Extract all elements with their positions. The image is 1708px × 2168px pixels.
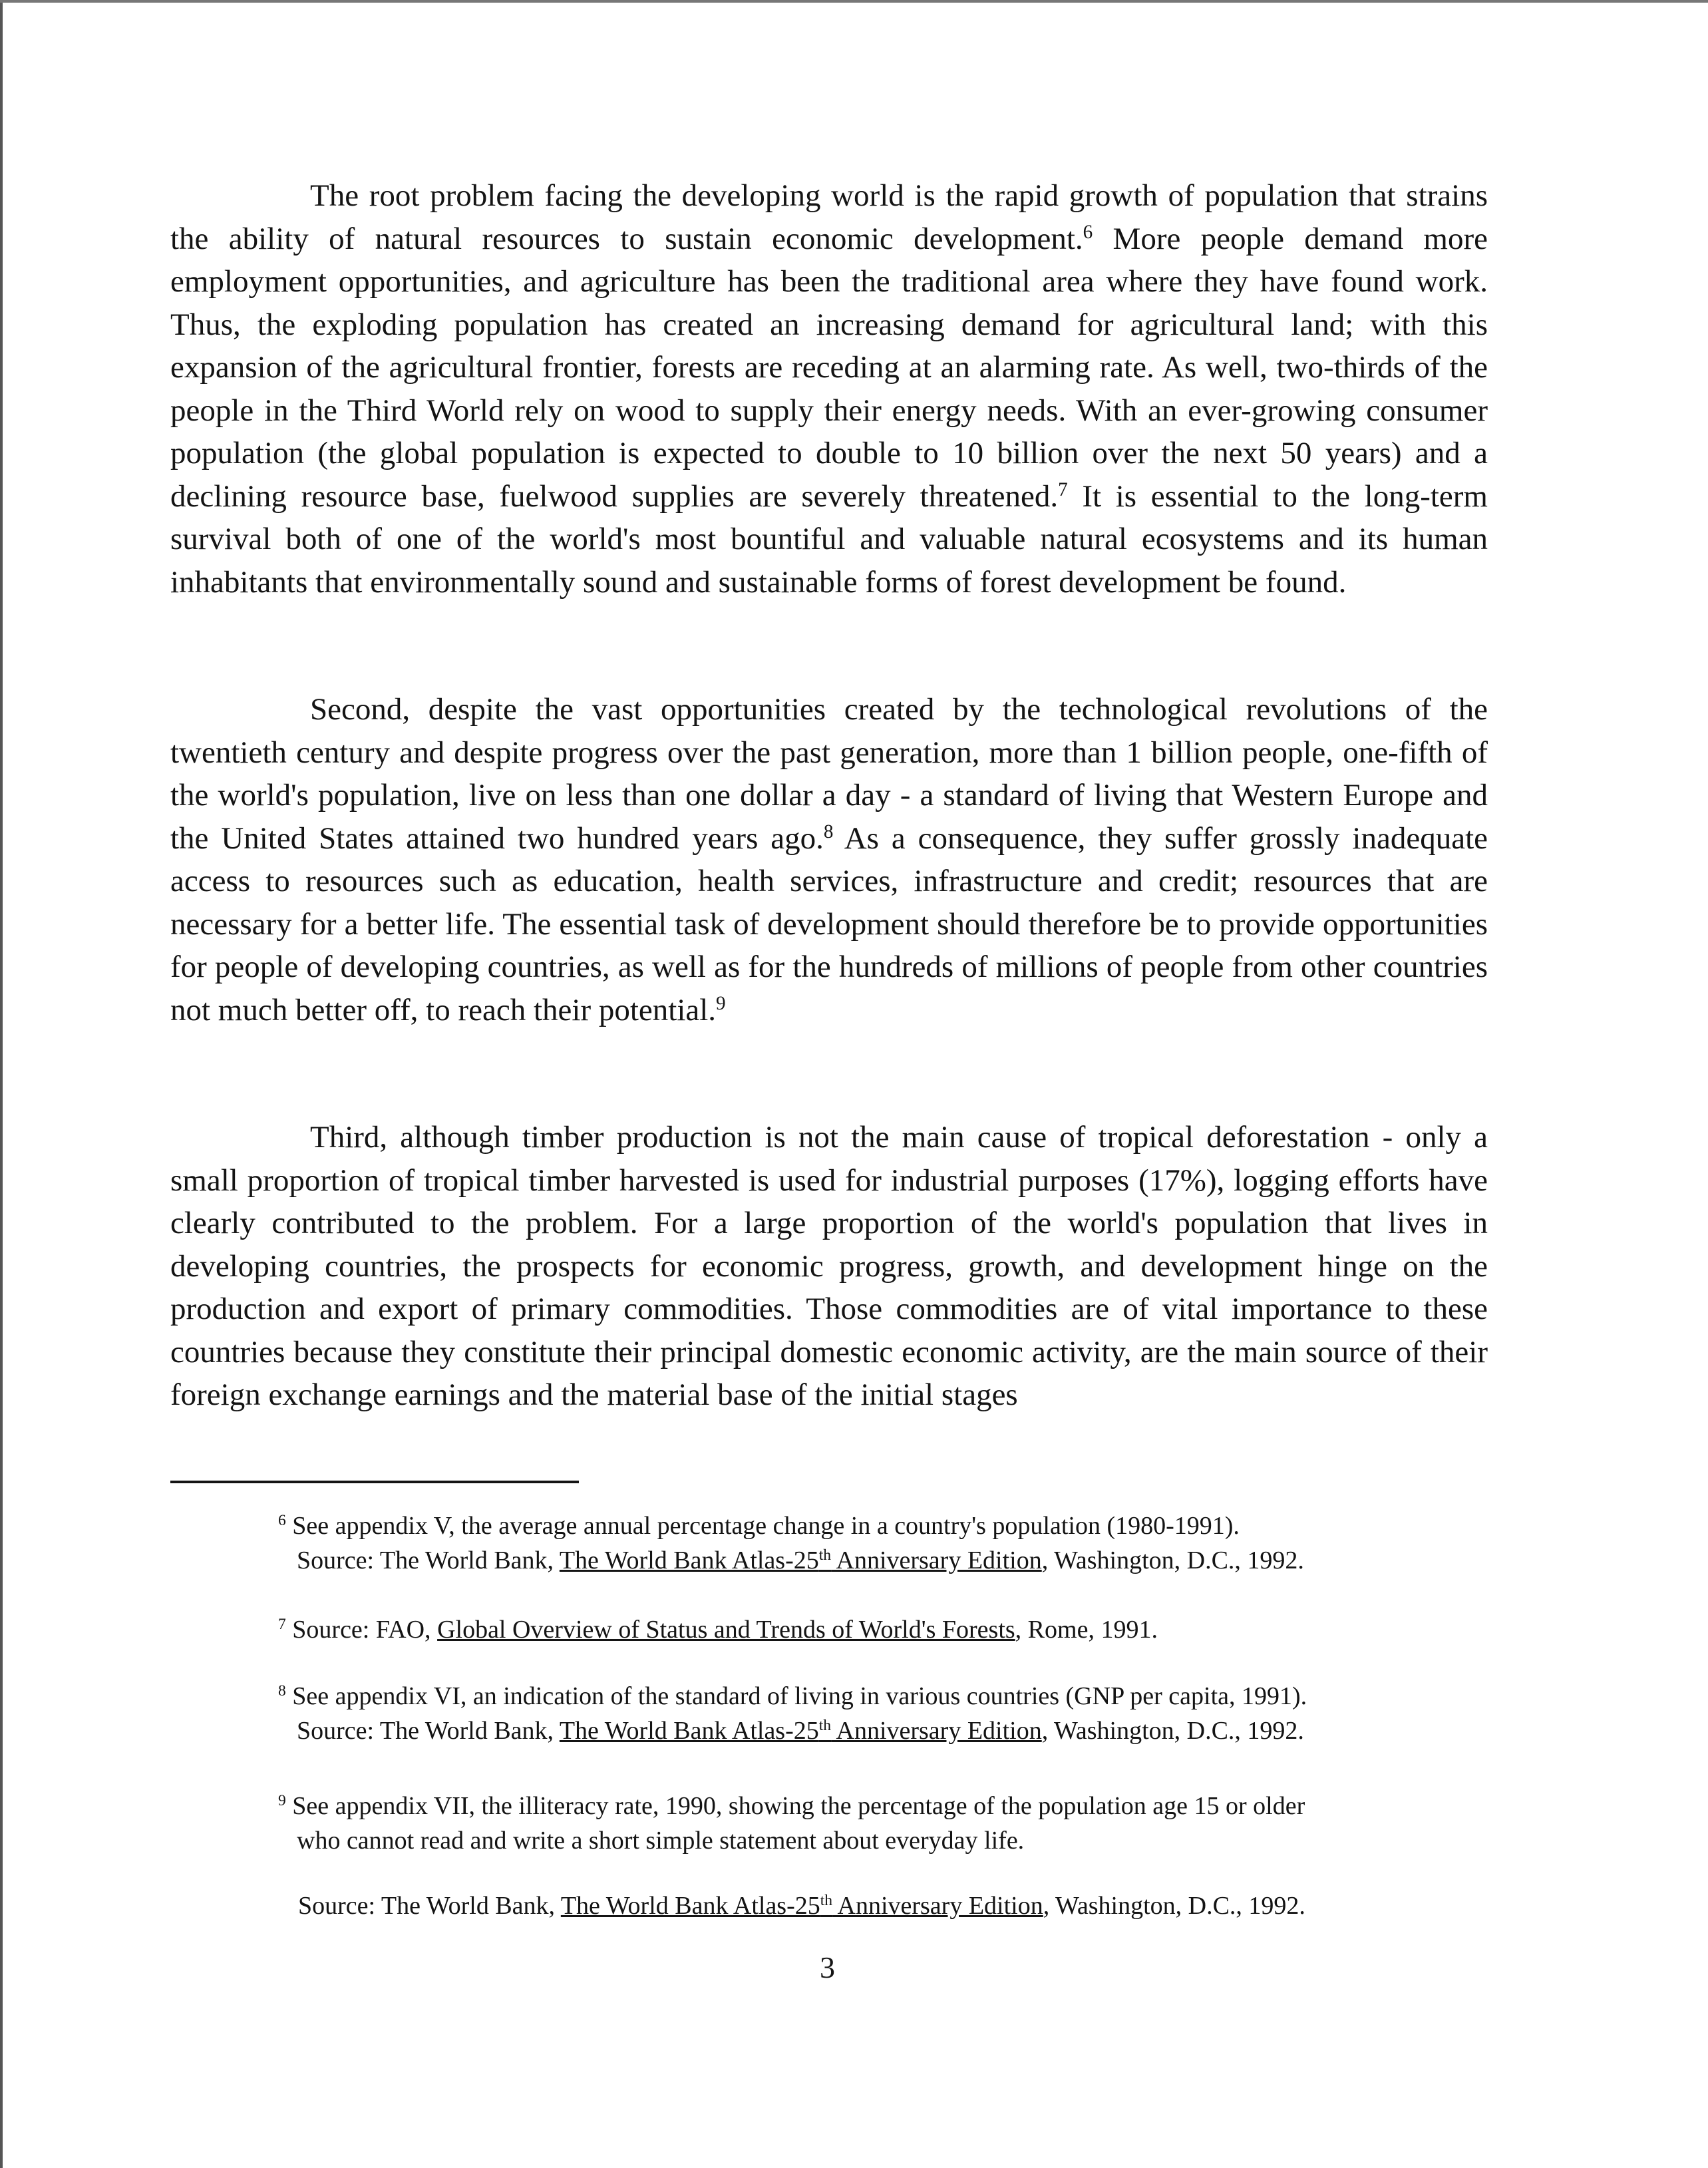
footnote-text: See appendix VII, the illiteracy rate, 1990, showing the percentage of the population age 15 or older — [285, 1792, 1305, 1820]
footnote-7 — [278, 1612, 1489, 1647]
footnote-text: who cannot read and write a short simple statement about everyday life. — [297, 1827, 1025, 1855]
footnote-source: Source: The World Bank, — [298, 1892, 561, 1920]
footnote-number: 9 — [278, 1792, 286, 1810]
footnote-title: The World Bank Atlas-25th Anniversary Edition — [559, 1717, 1042, 1745]
footnote-source-suffix: , Washington, D.C., 1992. — [1043, 1892, 1305, 1920]
paragraph-poverty — [170, 688, 1488, 1031]
footnote-text: Source: FAO, — [285, 1616, 438, 1644]
footnote-9 — [278, 1789, 1489, 1858]
footnote-ref-9: 9 — [716, 992, 726, 1014]
paragraph-population — [170, 174, 1488, 604]
paragraph-text: More people demand more employment opportunities, and agriculture has been the traditional area where they have found work. Thus, the exploding population has created an increasing demand for agricultural land; with this expansion of the agricultural frontier, forests are receding at an alarming rate. As well, two-thirds of the people in the Third World rely on wood to supply their energy needs. With an ever-growing consumer population (the global population is expected to double to 10 billion over the next 50 years) and a declining resource base, fuelwood supplies are severely threatened. — [170, 221, 1488, 514]
footnote-9-source — [298, 1889, 1509, 1923]
footnote-title: The World Bank Atlas-25th Anniversary Edition — [560, 1892, 1043, 1920]
footnote-ref-7: 7 — [1058, 478, 1068, 500]
paragraph-text: Second, despite the vast opportunities created by the technological revolutions of the twentieth century and despite progress over the past generation, more than 1 billion people, one-fifth of the world's population, live on less than one dollar a day - a standard of living that Western Europe and the United States attained two hundred years ago. — [170, 692, 1488, 856]
footnote-text: See appendix V, the average annual percentage change in a country's population (1980-1991). — [285, 1512, 1240, 1540]
footnote-source-suffix: , Rome, 1991. — [1015, 1616, 1158, 1644]
footnote-number: 7 — [278, 1616, 286, 1634]
paragraph-text: It is essential to the long-term survival both of one of the world's most bountiful and valuable natural ecosystems and its human inhabitants that environmentally sound and sustainable forms of forest development be found. — [170, 478, 1488, 600]
paragraph-timber — [170, 1116, 1488, 1417]
footnote-8 — [278, 1679, 1489, 1748]
footnote-title: The World Bank Atlas-25th Anniversary Edition — [559, 1546, 1042, 1574]
footnote-source-suffix: , Washington, D.C., 1992. — [1041, 1546, 1304, 1574]
footnote-source: Source: The World Bank, — [297, 1546, 560, 1574]
footnote-title: Global Overview of Status and Trends of World's Forests — [437, 1616, 1015, 1644]
page-number: 3 — [820, 1950, 835, 1984]
scan-left-edge — [0, 0, 3, 2168]
footnote-6 — [278, 1509, 1489, 1578]
footnote-ref-6: 6 — [1083, 221, 1093, 243]
footnote-source: Source: The World Bank, — [297, 1717, 560, 1745]
footnote-text: See appendix VI, an indication of the standard of living in various countries (GNP per capita, 1991). — [285, 1682, 1307, 1710]
footnote-source-suffix: , Washington, D.C., 1992. — [1041, 1717, 1304, 1745]
paragraph-text: Third, although timber production is not the main cause of tropical deforestation - only a small proportion of tropical timber harvested is used for industrial purposes (17%), logging efforts have clearly contributed to the problem. For a large proportion of the world's population that lives in developing countries, the prospects for economic progress, growth, and development hinge on the production and export of primary commodities. Those commodities are of vital importance to these countries because they constitute their principal domestic economic activity, are the main source of their foreign exchange earnings and the material base of the initial stages — [170, 1120, 1488, 1412]
paragraph-text: As a consequence, they suffer grossly inadequate access to resources such as education, health services, infrastructure and credit; resources that are necessary for a better life. The essential task of development should therefore be to provide opportunities for people of developing countries, as well as for the hundreds of millions of people from other countries not much better off, to reach their potential. — [170, 820, 1488, 1027]
paragraph-text: The root problem facing the developing world is the rapid growth of population that strains the ability of natural resources to sustain economic development. — [170, 178, 1488, 256]
footnote-number: 8 — [278, 1682, 286, 1700]
scan-top-edge — [0, 0, 1708, 3]
footnote-number: 6 — [278, 1512, 286, 1530]
footnote-ref-8: 8 — [823, 820, 834, 842]
footnote-separator — [170, 1481, 579, 1483]
